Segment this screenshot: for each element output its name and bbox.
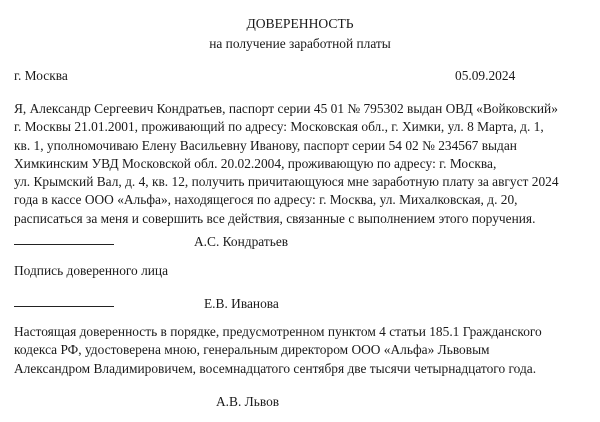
paragraph-line: кв. 1, уполномочиваю Елену Васильевну Иванову, паспорт серии 54 02 № 234567 выдан <box>14 137 517 153</box>
document-title: ДОВЕРЕННОСТЬ <box>246 16 354 31</box>
certification-paragraph <box>14 323 594 378</box>
trusted-person-label: Подпись доверенного лица <box>14 263 169 278</box>
paragraph-line: Я, Александр Сергеевич Кондратьев, паспорт серии 45 01 № 795302 выдан ОВД «Войковский» <box>14 101 558 116</box>
paragraph-line: года в кассе ООО «Альфа», находящегося по адресу: г. Москва, ул. Михалковская, д. 20, <box>14 192 518 208</box>
paragraph-line: Настоящая доверенность в порядке, предусмотренном пунктом 4 статьи 185.1 Гражданского <box>14 324 542 339</box>
principal-signature-name: А.С. Кондратьев <box>194 234 289 249</box>
paragraph-line: расписаться за меня и совершить все действия, связанные с выполнением этого поручения. <box>14 210 536 226</box>
paragraph-line: Химкинским УВД Московской обл. 20.02.2004, проживающую по адресу: г. Москва, <box>14 155 497 171</box>
paragraph-line: кодекса РФ, удостоверена мною, генеральным директором ООО «Альфа» Львовым <box>14 342 490 358</box>
trusted-person-signature-line <box>14 306 114 307</box>
trusted-person-signature-name: Е.В. Иванова <box>204 296 279 311</box>
paragraph-line: г. Москвы 21.01.2001, проживающий по адресу: Московская обл., г. Химки, ул. 8 Марта, д. 1, <box>14 119 544 135</box>
main-paragraph <box>14 100 594 228</box>
paragraph-line: ул. Крымский Вал, д. 4, кв. 12, получить причитающуюся мне заработную плату за август 2024 <box>14 174 559 190</box>
document-city: г. Москва <box>14 68 68 83</box>
principal-signature-line <box>14 244 114 245</box>
paragraph-line: Александром Владимировичем, восемнадцатого сентября две тысячи четырнадцатого года. <box>14 360 537 376</box>
document-subtitle: на получение заработной платы <box>209 36 391 51</box>
certifier-signature-name: А.В. Львов <box>216 394 280 409</box>
document-date: 05.09.2024 <box>455 68 516 83</box>
